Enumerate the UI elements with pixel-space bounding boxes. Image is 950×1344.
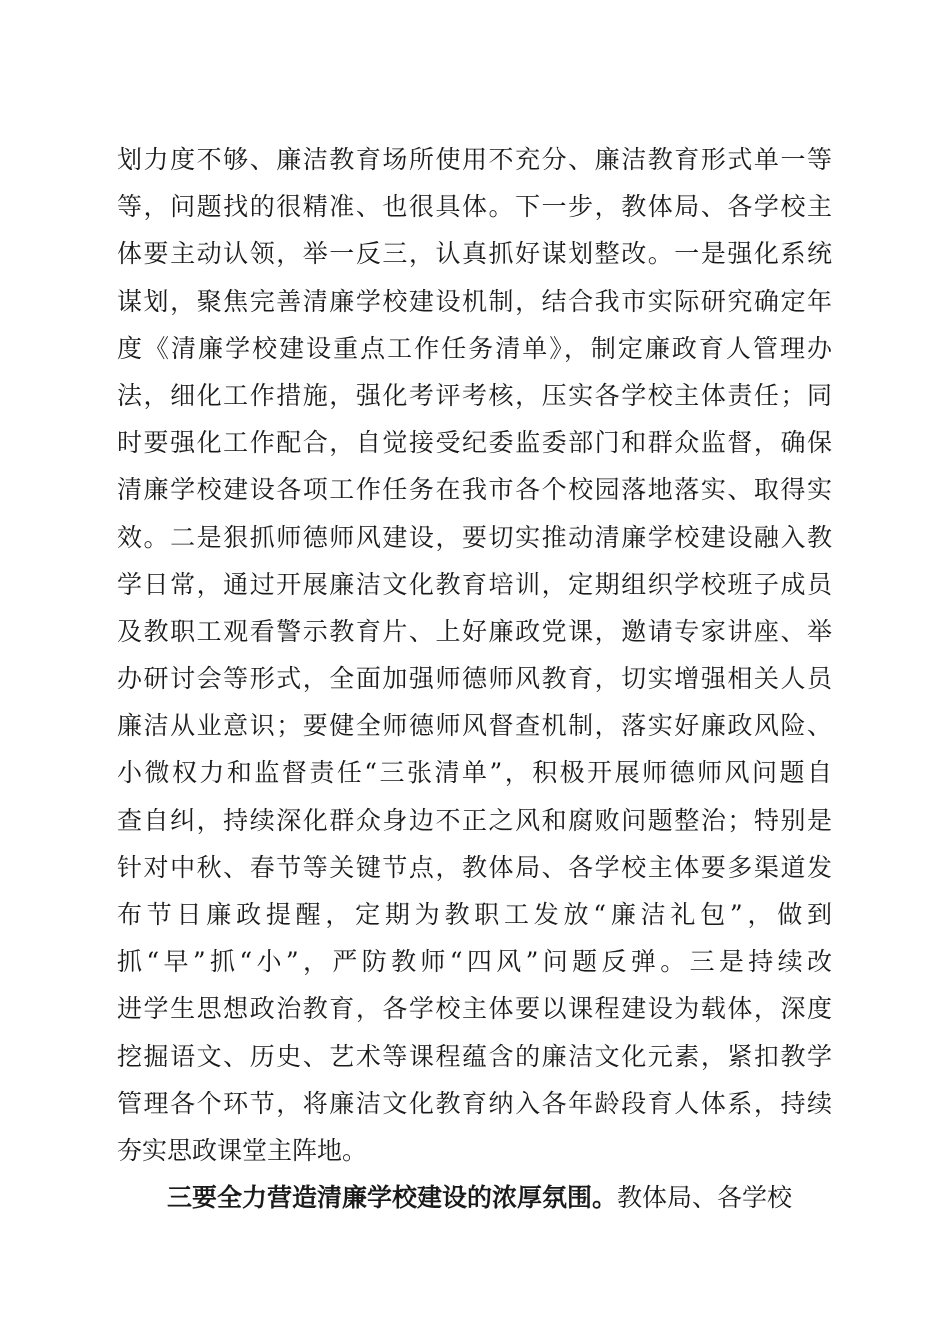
text-line: 时要强化工作配合，自觉接受纪委监委部门和群众监督，确保 <box>117 428 832 458</box>
text-line: 等，问题找的很精准、也很具体。下一步，教体局、各学校主 <box>117 192 832 222</box>
text-line: 体要主动认领，举一反三，认真抓好谋划整改。一是强化系统 <box>117 239 832 269</box>
text-line: 度《清廉学校建设重点工作任务清单》，制定廉政育人管理办 <box>117 333 832 363</box>
paragraph-2 <box>117 1174 832 1221</box>
paragraph-1 <box>117 136 832 1174</box>
text-line: 夯实思政课堂主阵地。 <box>117 1135 368 1165</box>
paragraph-heading: 三要全力营造清廉学校建设的浓厚氛围。 <box>167 1183 618 1213</box>
text-line: 办研讨会等形式，全面加强师德师风教育，切实增强相关人员 <box>117 664 832 694</box>
text-line: 谋划，聚焦完善清廉学校建设机制，结合我市实际研究确定年 <box>117 286 832 316</box>
text-line: 管理各个环节，将廉洁文化教育纳入各年龄段育人体系，持续 <box>117 1088 832 1118</box>
text-line: 效。二是狠抓师德师风建设，要切实推动清廉学校建设融入教 <box>117 522 832 552</box>
text-line: 小微权力和监督责任“三张清单”，积极开展师德师风问题自 <box>117 758 832 788</box>
paragraph-text: 教体局、各学校 <box>617 1183 793 1213</box>
text-line: 划力度不够、廉洁教育场所使用不充分、廉洁教育形式单一等 <box>117 145 832 174</box>
text-line: 学日常，通过开展廉洁文化教育培训，定期组织学校班子成员 <box>117 569 832 599</box>
text-line: 进学生思想政治教育，各学校主体要以课程建设为载体，深度 <box>117 994 832 1024</box>
text-line: 及教职工观看警示教育片、上好廉政党课，邀请专家讲座、举 <box>117 616 832 646</box>
text-line: 法，细化工作措施，强化考评考核，压实各学校主体责任；同 <box>117 380 832 410</box>
text-line <box>117 1174 832 1221</box>
text-line: 布节日廉政提醒，定期为教职工发放“廉洁礼包”，做到 <box>117 900 832 929</box>
text-line: 抓“早”抓“小”，严防教师“四风”问题反弹。三是持续改 <box>117 947 832 977</box>
text-line: 廉洁从业意识；要健全师德师风督查机制，落实好廉政风险、 <box>117 711 832 741</box>
body-text <box>117 136 832 1221</box>
text-line: 挖掘语文、历史、艺术等课程蕴含的廉洁文化元素，紧扣教学 <box>117 1041 832 1071</box>
text-line: 查自纠，持续深化群众身边不正之风和腐败问题整治；特别是 <box>117 805 832 835</box>
text-line: 针对中秋、春节等关键节点，教体局、各学校主体要多渠道发 <box>117 852 832 882</box>
text-line: 清廉学校建设各项工作任务在我市各个校园落地落实、取得实 <box>117 475 832 505</box>
